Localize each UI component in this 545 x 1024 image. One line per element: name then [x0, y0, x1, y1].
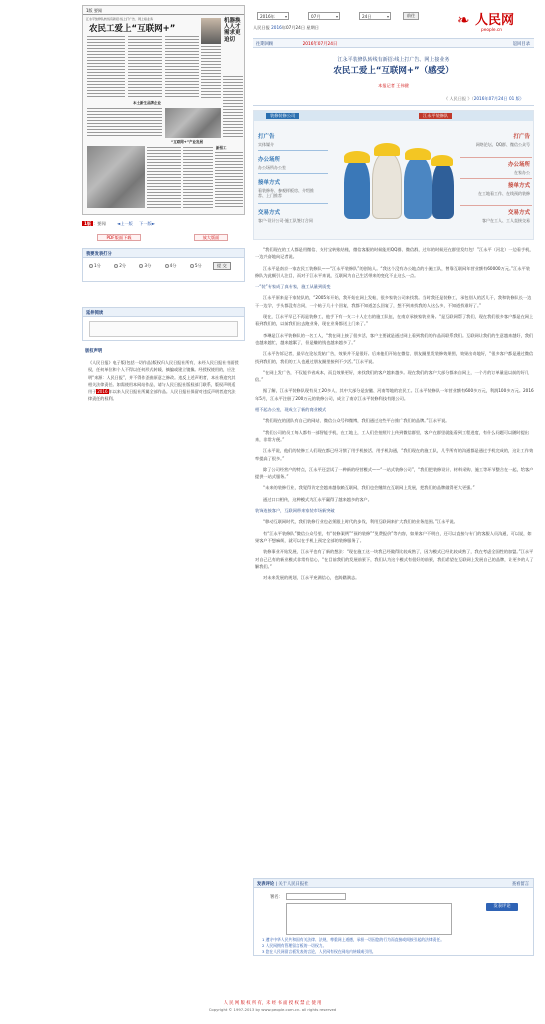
- rating-option[interactable]: 4分: [165, 263, 177, 268]
- comment-box: [253, 878, 534, 956]
- infographic-tag-traditional: 装修装修公司: [266, 113, 299, 119]
- radio-icon: [165, 264, 169, 268]
- hardhat-icon: [344, 151, 370, 163]
- infographic-left-office: 办公场所 办公场所办公室: [258, 157, 286, 170]
- hardhat-icon: [405, 148, 431, 160]
- infographic-left-order: 接单方式 看装修券、参观样板房、介绍推荐、上门推荐: [258, 180, 314, 198]
- infographic-line: [460, 205, 532, 206]
- page-navigation: 1版 ：要闻 ◄上一版 下一版►: [84, 221, 155, 226]
- article-paragraph: 江永平是南京一家农民工装修队——“江永平装修队”的创始人。“我这个没有办公地点的小施工队，曾靠互联网年营业额有60000万元。”江永平装修队为此颇引人注目，而对于江永平来说，互联网为自己生活带来的变化不止这么一点。: [255, 265, 530, 278]
- paper-photo: [165, 108, 221, 138]
- article-infographic: [253, 110, 534, 240]
- infographic-right-ad: 打广告 网络论坛、QQ群、微信公众号: [475, 134, 530, 147]
- article-paragraph: 据了解，江永平装修队现有员工20多人，其中大部分是安徽、河南等地的农民工。江永平装修队一年营业额有600多万元，利润100多万元。2016年5月，江永平注册了200万元的装修公司，成立了南京江永平装修科技有限公司。: [255, 388, 534, 401]
- footer-copyright-en: Copyright © 1997-2013 by www.people.com.cn. all rights reserved: [208, 1007, 337, 1012]
- infographic-line: [460, 178, 532, 179]
- article-paragraph: “我们现在的工人都是用微信、支付宝转账结账，微信客服的时候能用QQ群、微信群，过年的时候还在群里发红包！”江永平（河北）一边看手机，一边兴奋地向记者说。: [255, 247, 534, 260]
- article-paragraph: 除了公司经营户的特点，江永平还尝试了一种新的经营模式——“一站式装修公司”，“我们把装修设计、材料采购、施工等环节整合在一起，给客户提供一站式服务。”: [255, 466, 534, 480]
- article-subheading: 装饰连接客户，互联网带来家装市场新突破: [255, 508, 335, 514]
- people-cn-logo[interactable]: [457, 8, 531, 34]
- chevron-down-icon: ▾: [386, 14, 389, 19]
- top-bar: [253, 8, 534, 38]
- paper-text-block: [183, 147, 213, 209]
- rating-submit-button[interactable]: 提 交: [213, 262, 231, 270]
- article-paragraph: 江永平告诉记者，最早在论坛发帖广告，效果并不是很好。后来他们开始在微信、朋友圈里发装修效果图，效果出奇地好，“很多客户都是通过微信找到我们的，我们的工人也通过朋友圈里接到不少活。”江永平说。: [255, 351, 534, 364]
- year-select[interactable]: 2016年 ▾: [257, 12, 289, 20]
- logo-url: people.cn: [481, 28, 503, 33]
- infographic-line: [460, 157, 532, 158]
- paper-text-block: [87, 108, 162, 138]
- rating-option[interactable]: 1分: [89, 263, 101, 268]
- paper-text-block: [223, 76, 243, 138]
- logo-mark-icon: ❧: [457, 11, 470, 29]
- comment-textarea[interactable]: [286, 903, 452, 935]
- rating-panel: [82, 248, 245, 282]
- infographic-line: [258, 173, 328, 174]
- worker-figure: [372, 153, 402, 219]
- article-paragraph: 江永平原来是干家装队的，“2005年开始，我开始在网上发帖，很多家装公司来找我。当时我还是装修工，承包别人的活儿干，我和装修队长一边干一边学，手头都没有合同，一个帖子几十个回复，我都不知道怎么回复了，想不到来找我的人这么多，不知道找谁好了。”: [255, 295, 532, 308]
- paper-subhead: 江永平装修队转线有新招:线上打广告、网上接业务: [86, 17, 154, 21]
- about-tab[interactable]: 关于人民日报社: [278, 882, 309, 887]
- rating-option[interactable]: 3分: [139, 263, 151, 268]
- article-paragraph: 李琳是江永平装修队的一名工人，“我在网上接了很多活，客户主要就是通过网上看到我们的作品而联系我们。互联网让我们的生意越来越好，我们也越来越忙，越来越累了，但是赚的钱也越来越多了。”: [255, 332, 534, 345]
- zoom-page-button[interactable]: 放大版面: [194, 234, 228, 241]
- name-label: 署名：: [270, 895, 283, 900]
- worker-figure: [404, 157, 432, 219]
- radio-icon: [89, 264, 93, 268]
- infographic-left-deal: 交易方式 客户-设计公司-施工队签订合同: [258, 210, 313, 223]
- issue-date: 人民日报 2016年07月24日 星期日: [253, 25, 319, 30]
- back-to-contents-link[interactable]: 返回目录: [512, 42, 530, 47]
- archive-link[interactable]: 往期回顾: [256, 42, 274, 47]
- related-reading-panel: [82, 307, 245, 341]
- comment-rule: 2 人民网拥有管理留言板的一切权力。: [262, 943, 327, 948]
- copyright-notice-panel: [82, 346, 245, 456]
- comment-rule: 1 遵守中华人民共和国有关法律、法规，尊重网上道德，承担一切因您的行为而直接或间接引起的法律责任。: [262, 937, 445, 942]
- article-subheading: 相不起办公室，现成立了新的商业模式: [255, 407, 327, 413]
- archive-date: 2016年07月24日: [302, 42, 338, 47]
- rating-option[interactable]: 2分: [114, 263, 126, 268]
- page-number-badge: 1版: [84, 221, 92, 226]
- infographic-right-deal: 交易方式 客户在工人、工人直接交易: [482, 210, 530, 223]
- infographic-line: [258, 203, 328, 204]
- paper-text-block: [128, 36, 162, 98]
- paper-machine-photo: [87, 146, 145, 208]
- article-headline: 农民工爱上“互联网+”（感受）: [333, 66, 454, 76]
- prev-page-link[interactable]: ◄上一版: [117, 221, 133, 226]
- rating-option[interactable]: 5分: [190, 263, 202, 268]
- paper-text-block: [215, 152, 243, 209]
- divider: [253, 105, 534, 106]
- article-paragraph: “在网上发广告，不仅能节省成本，而且效果更好，来找我们的客户越来越多。现在我们的客户大部分都来自网上，一个月的订单量是以前的好几倍。”: [255, 369, 529, 383]
- infographic-right-office: 办公场所 在家办公: [507, 162, 530, 175]
- infographic-tag-jiang: 江永平装修队: [419, 113, 452, 119]
- rating-options: [83, 258, 244, 274]
- paper-title: 农民工爱上“互联网+”: [89, 24, 176, 34]
- next-page-link[interactable]: 下一版►: [139, 221, 155, 226]
- worker-figure: [432, 163, 454, 219]
- hardhat-icon: [374, 143, 400, 156]
- page-tools: [82, 234, 245, 243]
- pdf-download-button[interactable]: PDF版面下载: [97, 234, 141, 241]
- copyright-notice-title: 版权声明: [85, 349, 103, 354]
- article-paragraph: “我们现在的团队有自己的网站、微信公众号和微博，我们通过这些平台推广我们的品牌。”江永平说。: [263, 418, 450, 424]
- paper-text-block: [147, 147, 181, 209]
- article-byline: 本报记者 王伟健: [378, 83, 409, 88]
- chevron-down-icon: ▾: [335, 14, 338, 19]
- goto-date-button[interactable]: 前往: [403, 12, 419, 20]
- article-paragraph: 对未来发展的规划，江永平充满信心，也踌躇满志。: [263, 575, 360, 581]
- footer-copyright: 人 民 网 版 权 所 有，未 经 书 面 授 权 禁 止 使 用: [223, 1001, 322, 1006]
- paper-caption: 本土新生品牌企业: [133, 101, 161, 105]
- article-paragraph: 有“江永平装修队”微信公众号里，有“装修案例”“预约装修”“免费报价”等内容，如果客户不明白，还可以直接与专门的客服人员沟通，可以说，如果客户不想麻烦，就可以在手机上预定全部的装修服务了。: [255, 530, 532, 543]
- article-paragraph: “我们公司的员工每人都有一部智能手机，在工地上，工人们会拍照片上传到微信群里，客户在群里就能看到工程进度，有什么问题可以随时提出来，非常方便。”: [255, 429, 529, 442]
- paper-caption: “互联网+”产业发展: [171, 140, 204, 144]
- newspaper-page-thumbnail[interactable]: [82, 5, 245, 215]
- comment-rule: 3 您在人民网留言板发表的言论，人民网有权在网站内转载或引用。: [262, 949, 376, 954]
- copyright-notice-text: 《人民日报》电子版(包括一切作品)版权归人民日报社所有，未经人民日报社书面授权，任何单位和个人不得以任何形式转载、摘编或建立镜像。经授权使用的，应注明“来源：人民日报”，并不得作歪曲原意之修改。违反上述声明者，本社将追究其相关法律责任。如需使用本网站作品，请与人民日报社版权部门联系，版权声明适用于2016年以来人民日报社所属全部作品。人民日报社保留对违反声明者追究法律责任的权利。: [88, 360, 239, 402]
- paper-caption: 新招工: [216, 146, 227, 150]
- article-paragraph: “未来的装修行业，我觉得肯定会越来越依赖互联网，我们也会继续在互联网上发展，把我们的品牌做得更大更强。”: [263, 485, 475, 491]
- infographic-right-order: 接单方式 在工地看工作、在线预约装修: [478, 183, 530, 196]
- article-paragraph: “移动互联网时代，我们装修行业也必须跟上时代的步伐，利用互联网来扩大我们的业务范围。”江永平说。: [263, 519, 458, 525]
- infographic-left-ad: 打广告 实体媒介: [258, 134, 275, 147]
- article-meta: 《 人民日报 》（2016年07月24日 01 版）: [443, 96, 524, 101]
- comment-box-header: 发表评论 | 关于人民日报社 查看留言: [254, 879, 533, 888]
- archive-bar: [253, 38, 534, 48]
- paper-vertical-headline: 机器换人人才需求更迫切: [224, 18, 241, 43]
- article-kicker: 江永平装修队转线有新招:线上打广告、网上接业务: [337, 57, 450, 63]
- radio-icon: [114, 264, 118, 268]
- comment-rules: [262, 937, 532, 955]
- article-paragraph: 通过口口相传，这种模式为江永平赢得了越来越多的客户。: [263, 496, 372, 502]
- article-subheading: 一“装”专家成了真专家，施工从量到质变: [255, 284, 331, 290]
- chevron-down-icon: ▾: [284, 14, 287, 19]
- view-comments-link[interactable]: 查看留言: [511, 882, 529, 887]
- article-paragraph: 现在，江永平早已不再是装修工，他手下有一支二十人左右的施工队伍，在南京承接家装业务。“是互联网帮了我们，现在我们很多客户都是在网上看到我们的，以前我们出去跑业务，现在业务都送上门来了。”: [255, 314, 534, 327]
- article-paragraph: 江永平说，他们的装修工人们现在都已经习惯了用手机接活、用手机沟通，“我们现在的施工队，几乎所有的沟通都是通过手机完成的，这让工作效率提高了很多。”: [255, 448, 534, 461]
- article-paragraph: 装修事业开始发展，江永平也有了新的想法：“现在施工这一块我已经做得比较成熟了，因为模式已经比较成熟了，我在考虑全国性的加盟。”江永平对自己已有的新业模式非常有信心，“在目前我们的发展前景下，我们认为这个模式有很好的前景，我们希望在互联网上发展自己的品牌，让更多的人了解我们。”: [255, 549, 534, 569]
- infographic-line: [258, 150, 328, 151]
- worker-figure: [344, 159, 370, 219]
- radio-icon: [139, 264, 143, 268]
- submit-comment-button[interactable]: 发表评论: [486, 903, 518, 911]
- month-select[interactable]: 07月 ▾: [308, 12, 340, 20]
- name-input[interactable]: [286, 893, 346, 900]
- comment-tab[interactable]: 发表评论: [257, 882, 275, 887]
- related-reading-list: [89, 321, 238, 337]
- logo-text: 人民网: [475, 13, 515, 28]
- paper-text-block: [201, 46, 221, 98]
- related-reading-title: 延伸阅读: [83, 308, 244, 317]
- article-body: [255, 246, 534, 585]
- radio-icon: [190, 264, 194, 268]
- rating-title: 我要发表打分: [83, 249, 244, 258]
- paper-text-block: [87, 36, 125, 98]
- paper-text-block: [165, 36, 199, 98]
- day-select[interactable]: 24日 ▾: [359, 12, 391, 20]
- paper-portrait-photo: [201, 18, 221, 44]
- hardhat-icon: [431, 155, 453, 166]
- paper-page-header: 1版 要闻: [83, 6, 244, 15]
